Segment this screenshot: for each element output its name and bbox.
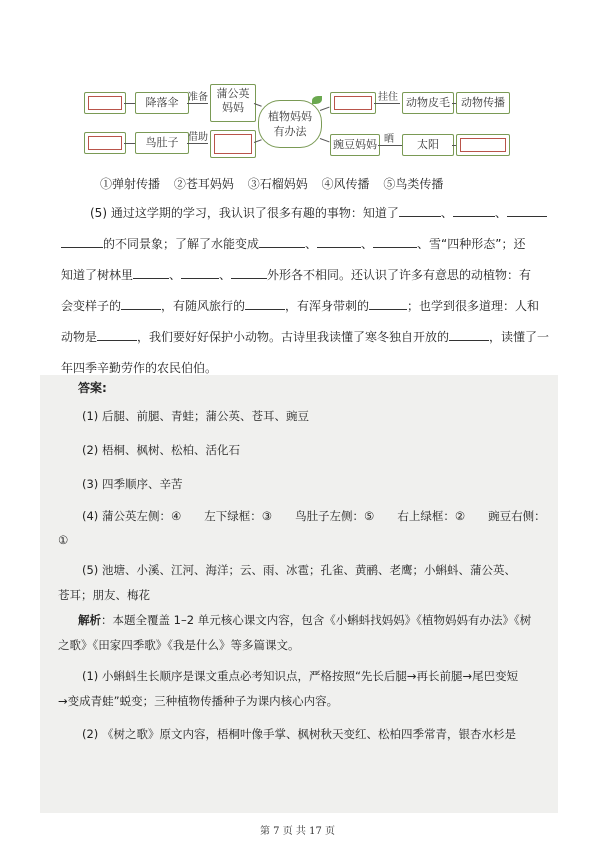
seed-box-parachute: 降落伞 — [135, 92, 189, 114]
label-prepare: 准备 — [188, 92, 208, 103]
label-sun-dry: 晒 — [384, 134, 394, 145]
sun-box: 太阳 — [402, 134, 454, 156]
answer-title: 答案: — [78, 381, 107, 395]
result-box-animal-spread: 动物传播 — [456, 92, 510, 114]
option-1: ①弹射传播 — [100, 177, 161, 191]
q5-line-4: 会变样子的 ，有随风旅行的 ，有浑身带刺的 ；也学到很多道理：人和 — [61, 299, 540, 313]
analysis-cont: 之歌》《田家四季歌》《我是什么》等多篇课文。 — [58, 638, 300, 652]
q5-line-3: 知道了树林里 、 、 外形各不相同。还认识了许多有意思的动植物：有 — [61, 268, 532, 282]
plant-box-dandelion: 蒲公英妈妈 — [210, 84, 256, 122]
plant-box-pea: 豌豆妈妈 — [330, 134, 380, 156]
q5-line-5: 动物是 ，我们要好好保护小动物。古诗里我读懂了寒冬独自开放的 ，读懂了一 — [61, 330, 550, 344]
answer-5-cont: 苍耳；朋友、梅花 — [58, 588, 150, 602]
answer-5: (5) 池塘、小溪、江河、海洋；云、雨、冰雹；孔雀、黄鹂、老鹰；小蝌蚪、蒲公英、 — [82, 563, 516, 577]
seed-box-bird-belly: 鸟肚子 — [135, 132, 189, 154]
answer-3: (3) 四季顺序、辛苦 — [82, 477, 183, 491]
option-2: ②苍耳妈妈 — [173, 177, 234, 191]
blank-box-top-right-inner — [330, 92, 376, 114]
explain-2: (2) 《树之歌》原文内容，梧桐叶像手掌、枫树秋天变红、松柏四季常青，银杏水杉是 — [82, 727, 516, 741]
label-hang: 挂住 — [378, 92, 398, 103]
blank-box-bottom-left-inner — [210, 130, 256, 158]
q5-line-6: 年四季辛勤劳作的农民伯伯。 — [61, 361, 218, 375]
analysis: 解析：本题全覆盖 1–2 单元核心课文内容，包含《小蝌蚪找妈妈》《植物妈妈有办法》《树 — [78, 613, 532, 627]
answer-1: (1) 后腿、前腿、青蛙；蒲公英、苍耳、豌豆 — [82, 409, 309, 423]
answer-4: (4) 蒲公英左侧：④ 左下绿框：③ 鸟肚子左侧：⑤ 右上绿框：② 豌豆右侧： — [82, 509, 546, 523]
explain-1: (1) 小蝌蚪生长顺序是课文重点必考知识点，严格按照“先长后腿→再长前腿→尾巴变短 — [82, 669, 519, 683]
fur-box: 动物皮毛 — [402, 92, 454, 114]
label-borrow: 借助 — [188, 132, 208, 143]
q5-line-1: (5) 通过这学期的学习，我认识了很多有趣的事物：知道了 、 、 — [90, 198, 580, 229]
option-5: ⑤鸟类传播 — [383, 177, 444, 191]
page-footer: 第 7 页 共 17 页 — [260, 826, 335, 837]
option-3: ③石榴妈妈 — [247, 177, 308, 191]
blank-box-bottom-right — [456, 134, 510, 156]
option-4: ④风传播 — [321, 177, 370, 191]
option-list — [100, 175, 453, 192]
blank-box-bottom-left-outer — [84, 132, 126, 154]
explain-1-cont: →变成青蛙”蜕变；三种植物传播种子为课内核心内容。 — [58, 694, 339, 708]
answer-2: (2) 梧桐、枫树、松柏、活化石 — [82, 443, 240, 457]
q5-line-2: 的不同景象；了解了水能变成 、 、 、雪“四种形态”；还 — [61, 229, 551, 260]
leaf-icon — [312, 96, 322, 104]
center-node: 植物妈妈 有办法 — [258, 100, 322, 148]
answer-4-cont: ① — [58, 533, 69, 547]
answer-section — [40, 375, 558, 813]
blank-box-top-left-outer — [84, 92, 126, 114]
